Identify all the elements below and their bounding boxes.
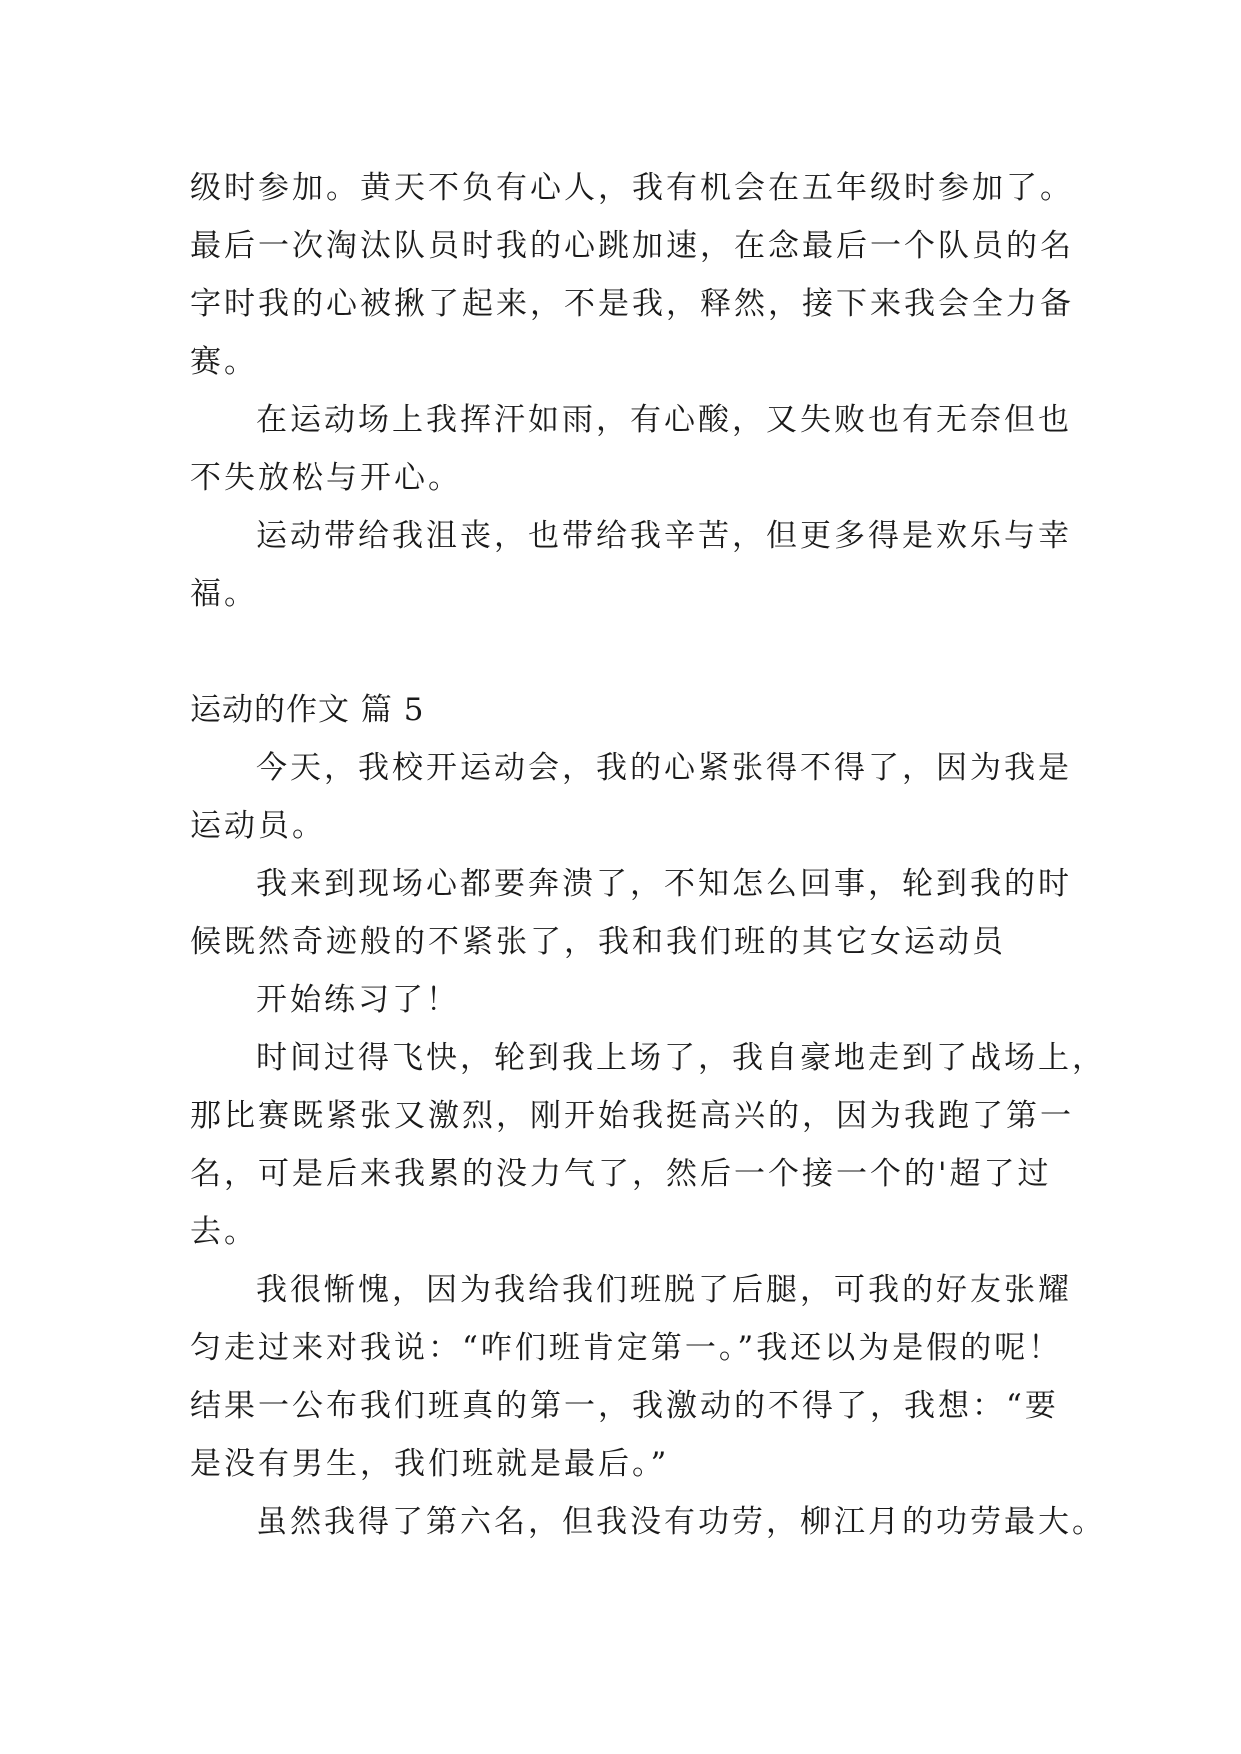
text-line: 那比赛既紧张又激烈，刚开始我挺高兴的，因为我跑了第一 — [190, 1098, 1074, 1134]
text-line: 级时参加。黄天不负有心人，我有机会在五年级时参加了。 — [190, 170, 1074, 206]
text-line: 结果一公布我们班真的第一，我激动的不得了，我想：“要 — [190, 1388, 1059, 1424]
text-line: 最后一次淘汰队员时我的心跳加速，在念最后一个队员的名 — [190, 228, 1074, 264]
text-line: 字时我的心被揪了起来，不是我，释然，接下来我会全力备 — [190, 286, 1074, 322]
text-line: 不失放松与开心。 — [190, 460, 462, 496]
section-heading: 运动的作文 篇 5 — [190, 692, 425, 728]
text-line: 候既然奇迹般的不紧张了，我和我们班的其它女运动员 — [190, 924, 1006, 960]
text-line: 是没有男生，我们班就是最后。” — [190, 1446, 670, 1482]
text-line: 我来到现场心都要奔溃了，不知怎么回事，轮到我的时 — [256, 866, 1072, 902]
text-line: 匀走过来对我说：“咋们班肯定第一。”我还以为是假的呢！ — [190, 1330, 1063, 1366]
text-line: 赛。 — [190, 344, 258, 380]
text-line: 今天，我校开运动会，我的心紧张得不得了，因为我是 — [256, 750, 1072, 786]
text-line: 去。 — [190, 1214, 258, 1250]
text-line: 福。 — [190, 576, 258, 612]
text-line: 虽然我得了第六名，但我没有功劳，柳江月的功劳最大。 — [256, 1504, 1106, 1540]
text-line: 我很惭愧，因为我给我们班脱了后腿，可我的好友张耀 — [256, 1272, 1072, 1308]
text-line: 名，可是后来我累的没力气了，然后一个接一个的'超了过 — [190, 1156, 1052, 1192]
text-line: 开始练习了！ — [256, 982, 460, 1018]
article-body — [190, 0, 1106, 1754]
text-line: 时间过得飞快，轮到我上场了，我自豪地走到了战场上， — [256, 1040, 1106, 1076]
text-line: 运动带给我沮丧，也带给我辛苦，但更多得是欢乐与幸 — [256, 518, 1072, 554]
text-line: 在运动场上我挥汗如雨，有心酸，又失败也有无奈但也 — [256, 402, 1072, 438]
text-line: 运动员。 — [190, 808, 326, 844]
